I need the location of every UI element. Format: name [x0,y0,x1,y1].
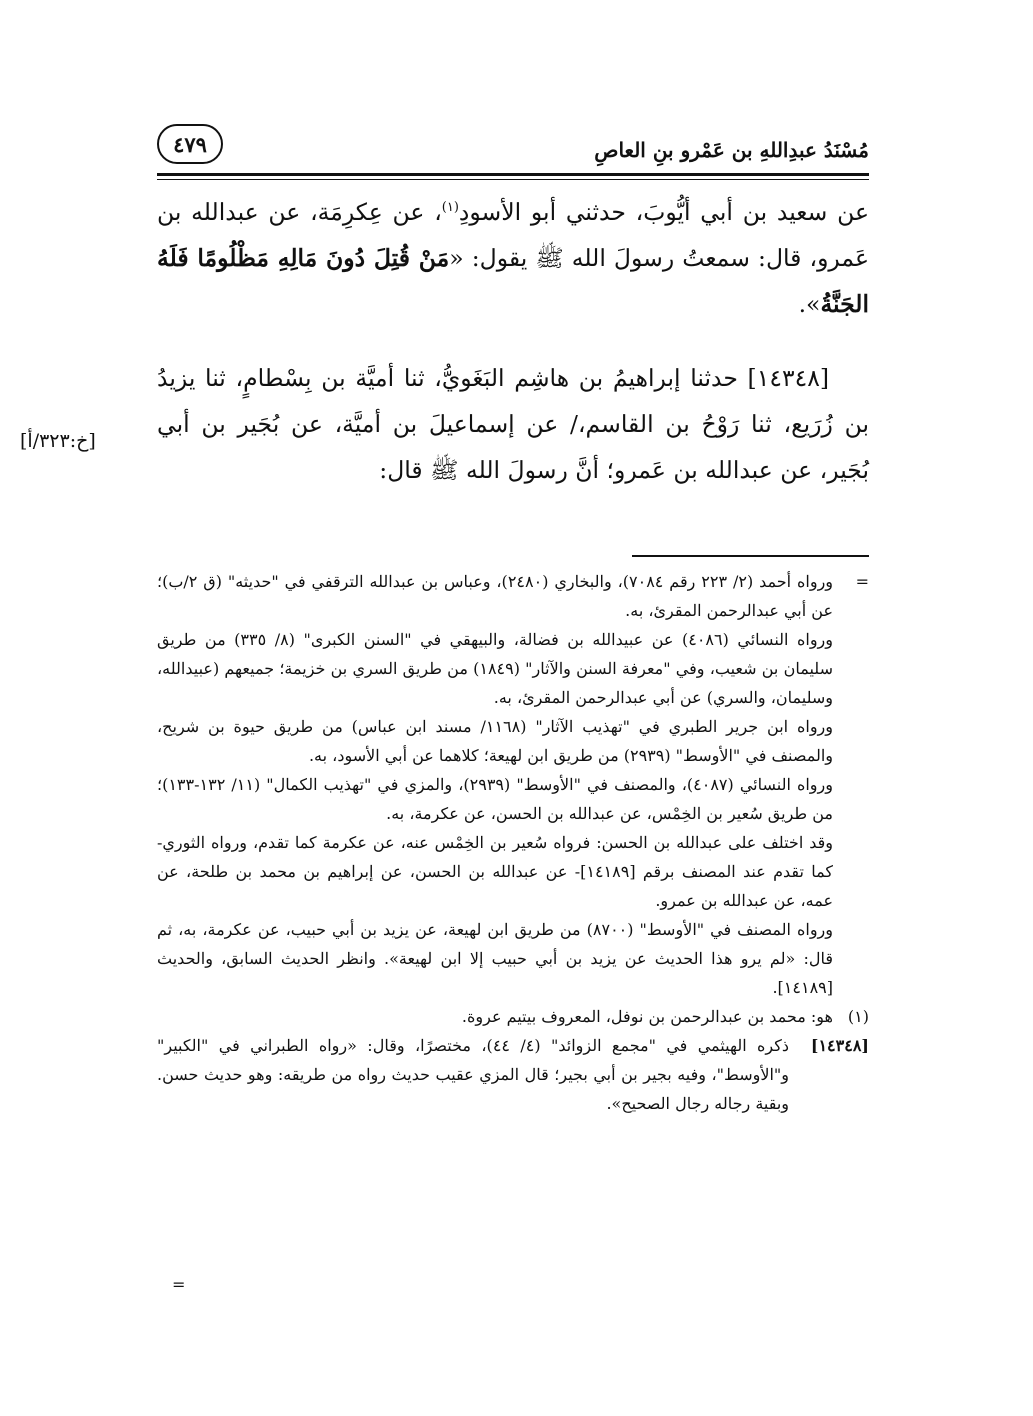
footnote-continued-3 [157,712,869,770]
manuscript-reference: [خ:٣٢٣/أ] [20,430,96,452]
page-header [157,120,869,172]
running-title: مُسْنَدُ عبدِاللهِ بن عَمْرو بنِ العاصِ [594,138,869,162]
note-text: ورواه المصنف في "الأوسط" (٨٧٠٠) من طريق ابن لهيعة، عن يزيد بن أبي حبيب، عن عكرمة، به، ثم قال: «لم يرو هذا الحديث عن يزيد بن أبي حبيب إلا ابن لهيعة». وانظر الحديث السابق، والحديث [١٤١٨٩]. [157,920,833,997]
footnote-continued-2 [157,625,869,712]
continued-marker: = [855,572,869,591]
footnotes [157,567,869,1118]
footnote-separator [632,555,869,557]
footnote-1-text: هو: محمد بن عبدالرحمن بن نوفل، المعروف بيتيم عروة. [461,1007,833,1026]
hadith-text: مَنْ قُتِلَ دُونَ مَالِهِ مَظْلُومًا فَلَهُ الجَنَّةُ [157,243,869,318]
footnote-2 [157,1031,869,1118]
footnote-continued-4 [157,770,869,828]
footnote-continued-1 [157,567,869,625]
main-text [157,185,869,493]
note-text: ورواه ابن جرير الطبري في "تهذيب الآثار" (١١٦٨/ مسند ابن عباس) من طريق حيوة بن شريح، والمصنف في "الأوسط" (٢٩٣٩) من طريق ابن لهيعة؛ كلاهما عن أبي الأسود، به. [157,717,833,765]
continued-end-marker: = [172,1275,186,1294]
footnote-2-marker: [١٤٣٤٨] [810,1036,869,1055]
footnote-1-marker: (١) [847,1007,869,1026]
header-rule-thick [157,173,869,176]
footnote-1 [157,1002,869,1031]
footnote-continued-5 [157,828,869,915]
paragraph-2: [١٤٣٤٨] حدثنا إبراهيمُ بن هاشِم البَغَويُّ، ثنا أميَّة بن بِسْطامٍ، ثنا يزيدُ بن زُرَيع، ثنا رَوْحُ بن القاسم،/ عن إسماعيلَ بن أميَّة، عن بُجَير بن أبي بُجَير، عن عبدالله بن عَمرو؛ أنَّ رسولَ الله ﷺ قال: [157,363,869,484]
p1-text-end: ». [798,289,821,318]
note-text: ورواه النسائي (٤٠٨٦) عن عبيدالله بن فضالة، والبيهقي في "السنن الكبرى" (٨/ ٣٣٥) من طريق سليمان بن شعيب، وفي "معرفة السنن والآثار" (١٨٤٩) من طريق السري بن خزيمة؛ جميعهم (عبيدالله، وسليمان، والسري) عن أبي عبدالرحمن المقرئ، به. [157,630,833,707]
footnote-2-text: ذكره الهيثمي في "مجمع الزوائد" (٤/ ٤٤)، مختصرًا، وقال: «رواه الطبراني في "الكبير" و"الأوسط"، وفيه بجير بن أبي بجير؛ قال المزي عقيب حديث رواه من طريقه: وهو حديث حسن. وبقية رجاله رجال الصحيح». [157,1036,789,1113]
note-text: ورواه أحمد (٢/ ٢٢٣ رقم ٧٠٨٤)، والبخاري (٢٤٨٠)، وعباس بن عبدالله الترقفي في "حديثه" (ق ٢/ب)؛ عن أبي عبدالرحمن المقرئ، به. [157,572,834,620]
footnote-continued-6 [157,915,869,1002]
header-rule-thin [157,179,869,180]
paragraph-1 [157,185,869,327]
p1-text-a: عن سعيد بن أبي أيُّوبَ، حدثني أبو الأسودِ [458,197,869,226]
footnote-ref-1: (١) [441,200,459,215]
note-text: ورواه النسائي (٤٠٨٧)، والمصنف في "الأوسط" (٢٩٣٩)، والمزي في "تهذيب الكمال" (١١/ ١٣٢-١٣٣)؛ من طريق سُعير بن الخِمْس، عن عبدالله بن الحسن، عن عكرمة، به. [157,775,833,823]
page-number: ٤٧٩ [157,124,223,164]
p1-text-b: ، عن عِكرِمَة، عن عبدالله بن عَمرو، قال: سمعتُ رسولَ الله ﷺ يقول: « [157,197,869,272]
note-text: وقد اختلف على عبدالله بن الحسن: فرواه سُعير بن الخِمْس عنه، عن عكرمة كما تقدم، ورواه الثوري- كما تقدم عند المصنف برقم [١٤١٨٩]- عن عبدالله بن الحسن، عن إبراهيم بن محمد بن طلحة، عن عمه، عن عبدالله بن عمرو. [157,833,834,910]
